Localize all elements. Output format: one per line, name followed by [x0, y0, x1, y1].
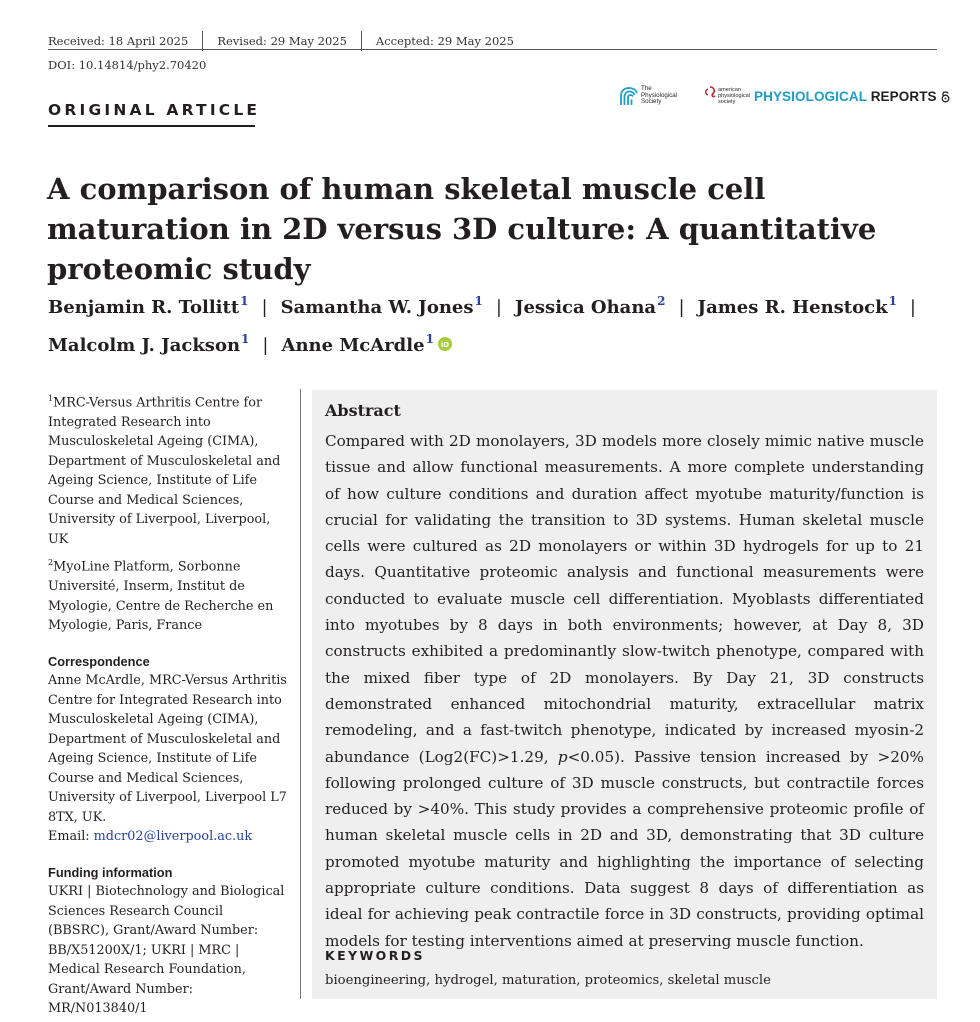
author[interactable]	[514, 294, 666, 318]
doi[interactable]: DOI: 10.14814/phy2.70420	[48, 58, 207, 72]
journal-name-part-2: REPORTS	[870, 88, 937, 104]
received-date: Received: 18 April 2025	[48, 31, 203, 51]
physiological-society-logo[interactable]	[620, 86, 689, 106]
correspondence-text: Anne McArdle, MRC-Versus Arthritis Centre for Integrated Research into Musculoskeletal Ageing (CIMA), Department of Musculoskeletal and Ageing Science, Institute of Life Course and Medical Sciences, University of Liverpool, Liverpool L7 8TX, UK.	[48, 673, 287, 825]
author-name: Samantha W. Jones	[280, 297, 474, 318]
article-sidebar	[48, 389, 288, 1019]
affiliation-1-text: MRC-Versus Arthritis Centre for Integrated Research into Musculoskeletal Ageing (CIMA), Department of Musculoskeletal and Ageing Science, Institute of Life Course and Medical Sciences, University of Liverpool, Liverpool, UK	[48, 395, 281, 547]
revised-date: Revised: 29 May 2025	[203, 31, 362, 51]
accepted-date: Accepted: 29 May 2025	[375, 34, 514, 48]
aps-line-1: american	[718, 87, 742, 93]
affiliation-2-text: MyoLine Platform, Sorbonne Université, Inserm, Institut de Myologie, Centre de Recherche en Myologie, Paris, France	[48, 559, 274, 634]
author-separator: |	[262, 335, 269, 356]
author[interactable]	[697, 294, 897, 318]
phys-soc-line-2: Physiological	[641, 91, 678, 99]
article-type-underline	[48, 125, 255, 127]
author-separator: |	[495, 297, 502, 318]
journal-name-part-1: PHYSIOLOGICAL	[754, 88, 867, 104]
author-name: Anne McArdle	[281, 335, 425, 356]
affiliation-2	[48, 553, 288, 635]
svg-text:iD: iD	[440, 340, 450, 349]
author-separator: |	[909, 297, 916, 318]
affiliation-ref[interactable]: 1	[240, 294, 249, 308]
abstract-text-part-2: <0.05). Passive tension increased by >20% following prolonged culture of 3D muscle constructs, but contractile forces reduced by >40%. This study provides a comprehensive proteomic profile of human skeletal muscle cells in 2D and 3D, demonstrating that 3D culture promoted myotube maturity and highlighting the importance of selecting appropriate culture conditions. Data suggest 8 days of differentiation as ideal for achieving peak contractile force in 3D constructs, providing optimal models for testing interventions aimed at preserving muscle function.	[325, 747, 924, 950]
author-name: Malcolm J. Jackson	[48, 335, 241, 356]
affiliation-1-number: 1	[48, 394, 54, 403]
affiliation-ref[interactable]: 1	[425, 332, 434, 346]
header-rule	[48, 49, 937, 50]
author-separator: |	[261, 297, 268, 318]
author[interactable]	[280, 294, 483, 318]
p-value-symbol: p	[557, 747, 568, 766]
correspondence-heading: Correspondence	[48, 653, 150, 669]
email-link[interactable]: mdcr02@liverpool.ac.uk	[93, 829, 253, 845]
orcid-icon[interactable]	[438, 337, 452, 351]
author[interactable]	[281, 332, 434, 356]
affiliation-1	[48, 389, 288, 549]
author-name: James R. Henstock	[697, 297, 888, 318]
funding-text: UKRI | Biotechnology and Biological Sciences Research Council (BBSRC), Grant/Award Number: BB/X51200X/1; UKRI | MRC | Medical Research Foundation, Grant/Award Number: MR/N013840/1	[48, 884, 285, 1017]
email-label: Email:	[48, 829, 94, 845]
article-type-label: ORIGINAL ARTICLE	[48, 101, 261, 119]
affiliation-ref[interactable]: 1	[888, 294, 897, 308]
author[interactable]	[48, 332, 250, 356]
physiological-society-icon	[620, 86, 638, 106]
journal-logos	[620, 80, 950, 112]
affiliation-ref[interactable]: 2	[657, 294, 666, 308]
author-name: Benjamin R. Tollitt	[48, 297, 240, 318]
abstract-text-part-1: Compared with 2D monolayers, 3D models more closely mimic native muscle tissue and allow functional measurements. A more complete understanding of how culture conditions and duration affect myotube maturity/function is crucial for validating the transition to 3D systems. Human skeletal muscle cells were cultured as 2D monolayers or within 3D hydrogels for up to 21 days. Quantitative proteomic analysis and functional measurements were conducted to evaluate muscle cell differentiation. Myoblasts differentiated into myotubes by 8 days in both environments; however, at Day 8, 3D constructs exhibited a predominantly slow-twitch phenotype, compared with the mixed fiber type of 2D monolayers. By Day 21, 3D constructs demonstrated enhanced mitochondrial maturity, extracellular matrix remodeling, and a fast-twitch phenotype, indicated by increased myosin-2 abundance (Log2(FC)>1.29,	[325, 432, 924, 766]
keywords-heading: KEYWORDS	[325, 948, 425, 963]
abstract-heading: Abstract	[325, 401, 401, 420]
aps-line-2: physiological	[718, 93, 751, 99]
keywords-list: bioengineering, hydrogel, maturation, proteomics, skeletal muscle	[325, 973, 771, 988]
column-divider	[300, 389, 301, 999]
open-access-icon	[941, 90, 950, 103]
author-list	[48, 286, 938, 362]
affiliation-2-number: 2	[48, 558, 54, 568]
abstract-text	[325, 428, 924, 954]
aps-icon	[703, 85, 717, 107]
author-separator: |	[678, 297, 685, 318]
affiliation-ref[interactable]: 1	[241, 332, 250, 346]
aps-line-3: society	[718, 99, 736, 105]
author-name: Jessica Ohana	[514, 297, 657, 318]
funding-heading: Funding information	[48, 864, 173, 880]
abstract-box	[312, 390, 937, 999]
correspondence-email	[48, 827, 288, 847]
author[interactable]	[48, 294, 249, 318]
article-title: A comparison of human skeletal muscle cell maturation in 2D versus 3D culture: A quantitative proteomic study	[47, 172, 877, 286]
publication-dates	[48, 31, 528, 51]
journal-name[interactable]	[754, 89, 937, 104]
american-physiological-society-logo[interactable]	[703, 85, 750, 107]
phys-soc-line-1: The	[641, 84, 652, 92]
affiliation-ref[interactable]: 1	[474, 294, 483, 308]
phys-soc-line-3: Society	[641, 98, 662, 106]
